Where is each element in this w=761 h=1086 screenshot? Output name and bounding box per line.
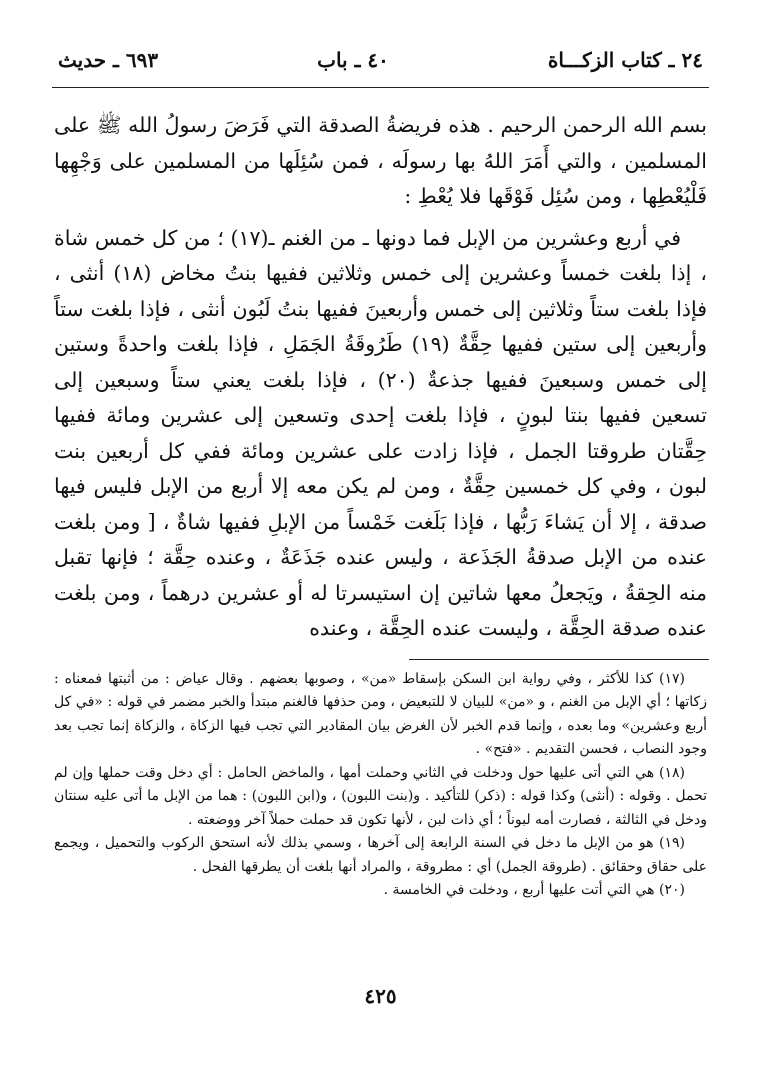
footnote-17: (١٧) كذا للأكثر ، وفي رواية ابن السكن بإسقاط «من» ، وصوبها بعضهم . وقال عياض : من أثبتها فمعناه : زكاتها ؛ أي الإبل من الغنم ، و «من» للبيان لا للتبعيض ، ومن حذفها فالغنم مبتدأ والخبر مضمر في قوله : «في كل أربع وعشرين» وما بعده ، وإنما قدم الخبر لأن الغرض بيان المقادير التي تجب فيها الزكاة ، والزكاة إنما تجب بعد وجود النصاب ، فحسن التقديم . «فتح» . — [54, 670, 707, 757]
footnote-20: (٢٠) هي التي أتت عليها أربع ، ودخلت في الخامسة . — [383, 882, 685, 898]
footnote-19: (١٩) هو من الإبل ما دخل في السنة الرابعة إلى آخرها ، وسمي بذلك لأنه استحق الركوب والتحميل ، ويجمع على حقاق وحقائق . (طروقة الجمل) أي : مطروقة ، والمراد أنها بلغت أن يطرقها الفحل . — [54, 835, 707, 875]
paragraph-opening: بسم الله الرحمن الرحيم . هذه فريضةُ الصدقة التي فَرَضَ رسولُ الله ﷺ على المسلمين ، والتي أَمَرَ اللهُ بها رسولَه ، فمن سُئِلَها من المسلمين على وَجْهِها فَلْيُعْطِها ، ومن سُئِل فَوْقَها فلا يُعْطِ : — [54, 113, 707, 208]
main-text — [52, 108, 709, 647]
paragraph-camel-zakat: في أربع وعشرين من الإبل فما دونها ـ من الغنم ـ(١٧) ؛ من كل خمس شاة ، إذا بلغت خمساً وعشرين إلى خمس وثلاثين ففيها بنتُ مخاض (١٨) أنثى ، فإذا بلغت ستاً وثلاثين إلى خمس وأربعينَ ففيها بنتُ لَبُون أنثى ، فإذا بلغت ستاً وأربعين إلى ستين ففيها حِقَّةٌ (١٩) طَرُوقَةُ الجَمَلِ ، فإذا بلغت واحدةً وستين إلى خمس وسبعينَ ففيها جذعةٌ (٢٠) ، فإذا بلغت يعني ستاً وسبعين إلى تسعين ففيها بنتا لبونٍ ، فإذا بلغت إحدى وتسعين إلى عشرين ومائة ففيها حِقَّتان طروقتا الجمل ، فإذا زادت على عشرين ومائة ففي كل أربعين بنت لبون ، وفي كل خمسين حِقَّةٌ ، ومن لم يكن معه إلا أربع من الإبل فليس فيها صدقة ، إلا أن يَشاءَ رَبُّها ، فإذا بَلَغت خَمْساً من الإبلِ ففيها شاةٌ ، [ ومن بلغت عنده من الإبل صدقةُ الجَذَعة ، وليس عنده جَذَعَةٌ ، وعنده حِقَّة ؛ فإنها تقبل منه الحِقةُ ، ويَجعلُ معها شاتين إن استيسرتا له أو عشرين درهماً ، ومن بلغت عنده صدقة الحِقَّة ، وليست عنده الحِقَّة ، وعنده — [54, 225, 708, 640]
header-hadith: ٦٩٣ ـ حديث — [58, 48, 159, 72]
header-chapter: ٢٤ ـ كتاب الزكـــاة — [547, 48, 703, 72]
footnotes — [52, 668, 709, 903]
running-header — [52, 48, 709, 88]
footnote-separator — [409, 659, 709, 660]
footnote-18: (١٨) هي التي أتى عليها حول ودخلت في الثاني وحملت أمها ، والماخض الحامل : أي دخل وقت حملها وإن لم تحمل . وقوله : (أنثى) وكذا قوله : (ذكر) للتأكيد . و(بنت اللبون) ، و(ابن اللبون) : هما من الإبل ما أتى عليه سنتان ودخل في الثالثة ، فصارت أمه لبوناً ؛ أي ذات لبن ، لأنها تكون قد حملت حملاً آخر ووضعته . — [54, 764, 707, 828]
header-section: ٤٠ ـ باب — [317, 48, 389, 72]
page-number: ٤٢٥ — [364, 984, 397, 1008]
